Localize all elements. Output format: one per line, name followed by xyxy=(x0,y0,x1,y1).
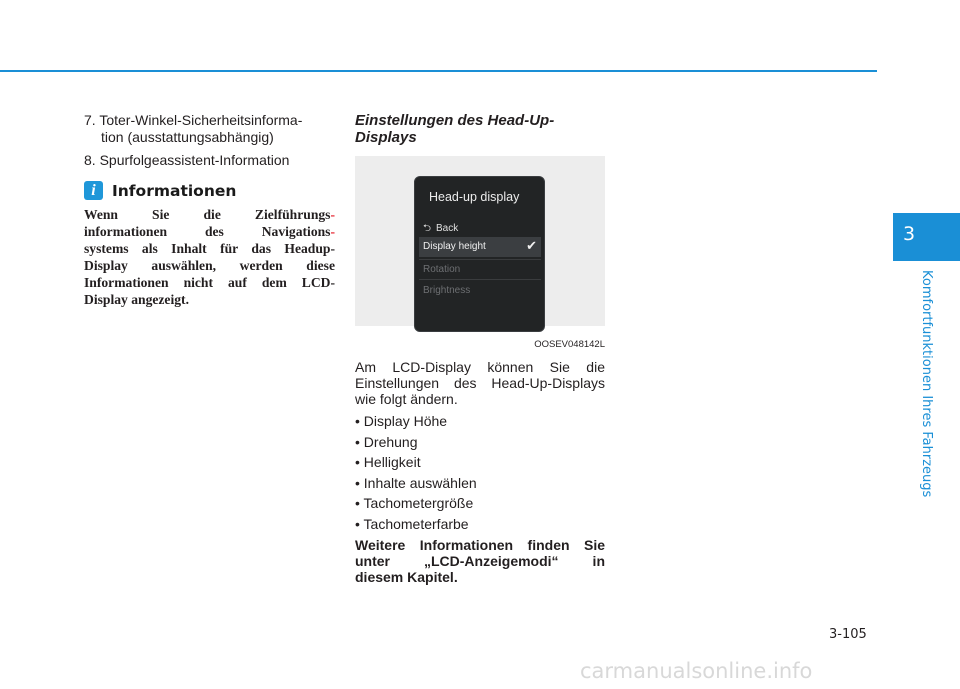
item-text: Spurfolgeassistent-Information xyxy=(99,152,290,168)
info-line: informationen des Navigations- xyxy=(84,224,335,239)
settings-list xyxy=(355,413,605,532)
menu-item-rotation: Rotation xyxy=(423,264,461,275)
item-number: 8. xyxy=(84,152,96,168)
menu-item-brightness: Brightness xyxy=(423,285,471,296)
info-line: Display angezeigt. xyxy=(84,292,189,307)
back-label: Back xyxy=(436,223,459,234)
list-item: • Helligkeit xyxy=(355,454,421,471)
header-rule xyxy=(0,70,877,72)
menu-item-label: Display height xyxy=(423,241,486,252)
info-icon: i xyxy=(84,181,103,200)
section-title: Einstellungen des Head-Up- Displays xyxy=(355,112,555,146)
checkmark-icon: ✔ xyxy=(526,238,537,253)
list-item: • Tachometerfarbe xyxy=(355,515,469,532)
intro-paragraph: Am LCD-Display können Sie die Einstellungen des Head-Up-Displays wie folgt ändern. xyxy=(355,359,605,407)
item-text: Toter-Winkel-Sicherheitsinforma- xyxy=(99,112,303,128)
info-line: Informationen nicht auf dem LCD- xyxy=(84,275,335,290)
info-line: systems als Inhalt für das Headup- xyxy=(84,241,335,256)
left-column xyxy=(84,112,335,308)
list-item: • Drehung xyxy=(355,433,418,450)
info-text xyxy=(84,206,335,308)
info-line: Display auswählen, werden diese xyxy=(84,258,335,273)
list-item: • Display Höhe xyxy=(355,413,448,429)
right-column xyxy=(355,112,605,585)
display-screen xyxy=(414,176,545,333)
back-arrow-icon: ⮌ xyxy=(423,223,432,234)
item-text-continued: tion (ausstattungsabhängig) xyxy=(101,129,274,145)
chapter-title: Komfortfunktionen Ihres Fahrzeugs xyxy=(919,270,934,498)
list-item: • Tachometergröße xyxy=(355,495,474,512)
chapter-label xyxy=(919,270,939,498)
item-number: 7. xyxy=(84,112,96,128)
screen-title: Head-up display xyxy=(429,190,520,204)
page-number: 3-105 xyxy=(829,627,867,642)
list-item-7 xyxy=(84,112,335,146)
menu-divider xyxy=(419,279,541,280)
info-header xyxy=(84,181,335,200)
menu-item-display-height xyxy=(419,237,541,257)
info-line: Wenn Sie die Zielführungs- xyxy=(84,207,335,222)
back-menu-item xyxy=(423,221,458,238)
chapter-tab xyxy=(893,213,960,261)
watermark: carmanualsonline.info xyxy=(580,659,813,683)
list-item: • Inhalte auswählen xyxy=(355,474,477,491)
figure-code: OOSEV048142L xyxy=(534,339,605,350)
reference-paragraph: Weitere Informationen finden Sie unter „LCD-Anzeigemodi“ in diesem Kapitel. xyxy=(355,536,605,585)
info-title: Informationen xyxy=(112,181,237,200)
chapter-number: 3 xyxy=(903,223,916,245)
list-item-8 xyxy=(84,152,335,169)
figure-head-up-display xyxy=(355,156,605,326)
menu-divider xyxy=(419,259,541,260)
